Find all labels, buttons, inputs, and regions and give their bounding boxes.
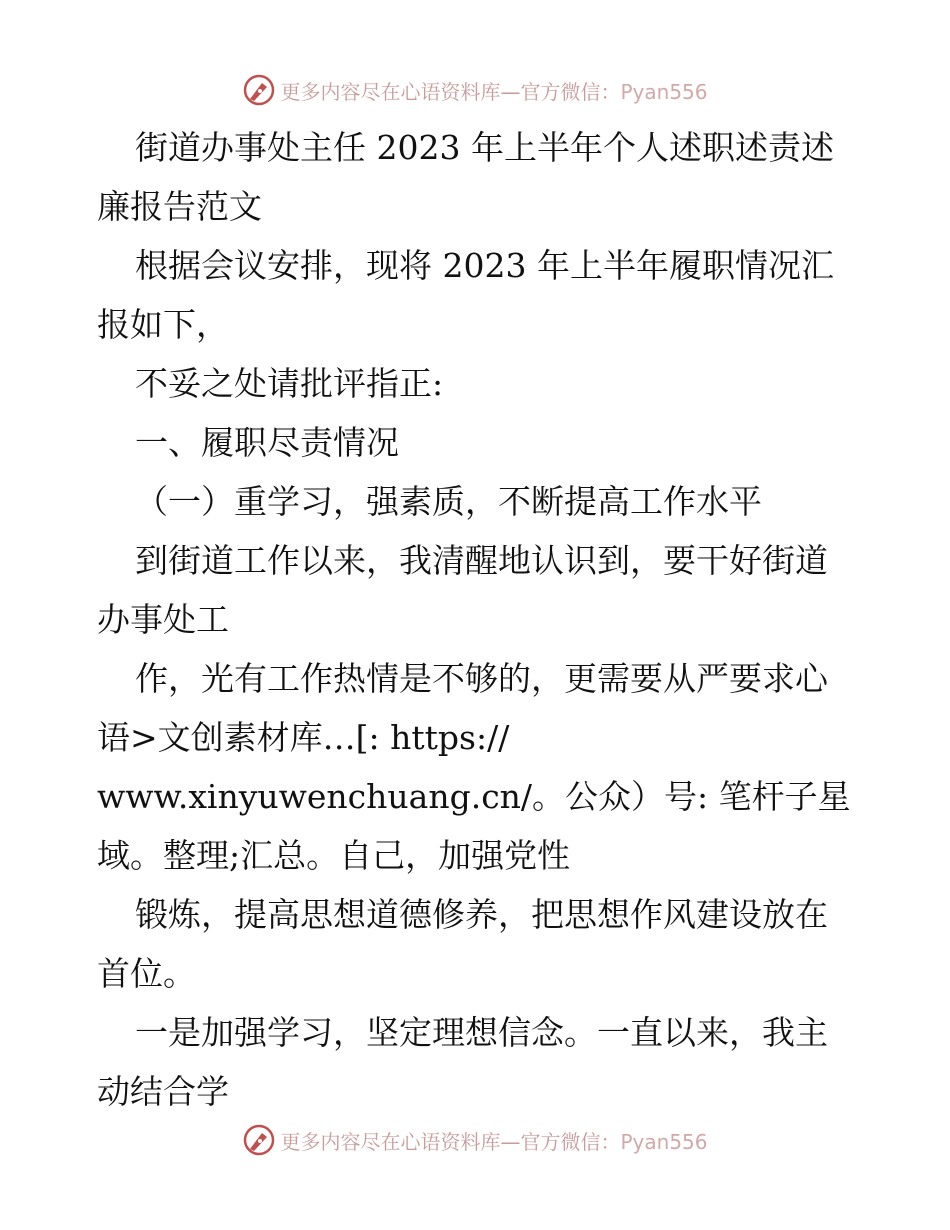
pen-nib-logo-icon (242, 73, 276, 107)
paragraph: 作，光有工作热情是不够的，更需要从严要求心语>文创素材库…[: https:// (97, 659, 828, 757)
banner-wechat-id: Pyan556 (620, 79, 708, 104)
subsection-heading: （一）重学习，强素质，不断提高工作水平 (135, 482, 762, 521)
pen-nib-logo-icon (242, 1123, 276, 1157)
paragraph: 不妥之处请批评指正: (135, 364, 444, 403)
paragraph: 一是加强学习，坚定理想信念。一直以来，我主动结合学 (97, 1013, 828, 1111)
banner-text: 更多内容尽在心语资料库—官方微信：Pyan556 (280, 1129, 708, 1154)
document-title: 街道办事处主任 2023 年上半年个人述职述责述廉报告范文 (97, 128, 834, 226)
banner-text: 更多内容尽在心语资料库—官方微信：Pyan556 (280, 79, 708, 104)
section-heading: 一、履职尽责情况 (135, 423, 399, 462)
footer-watermark-banner (0, 1120, 950, 1160)
header-watermark-banner (0, 70, 950, 110)
paragraph: 到街道工作以来，我清醒地认识到，要干好街道办事处工 (97, 541, 828, 639)
paragraph: 根据会议安排，现将 2023 年上半年履职情况汇报如下， (97, 246, 834, 344)
paragraph-continuation: www.xinyuwenchuang.cn/。公众）号: 笔杆子星域。整理;汇总。自己，加强党性 (97, 777, 851, 875)
document-body (97, 118, 857, 1121)
paragraph: 锻炼，提高思想道德修养，把思想作风建设放在首位。 (97, 895, 828, 993)
banner-wechat-id: Pyan556 (620, 1129, 708, 1154)
